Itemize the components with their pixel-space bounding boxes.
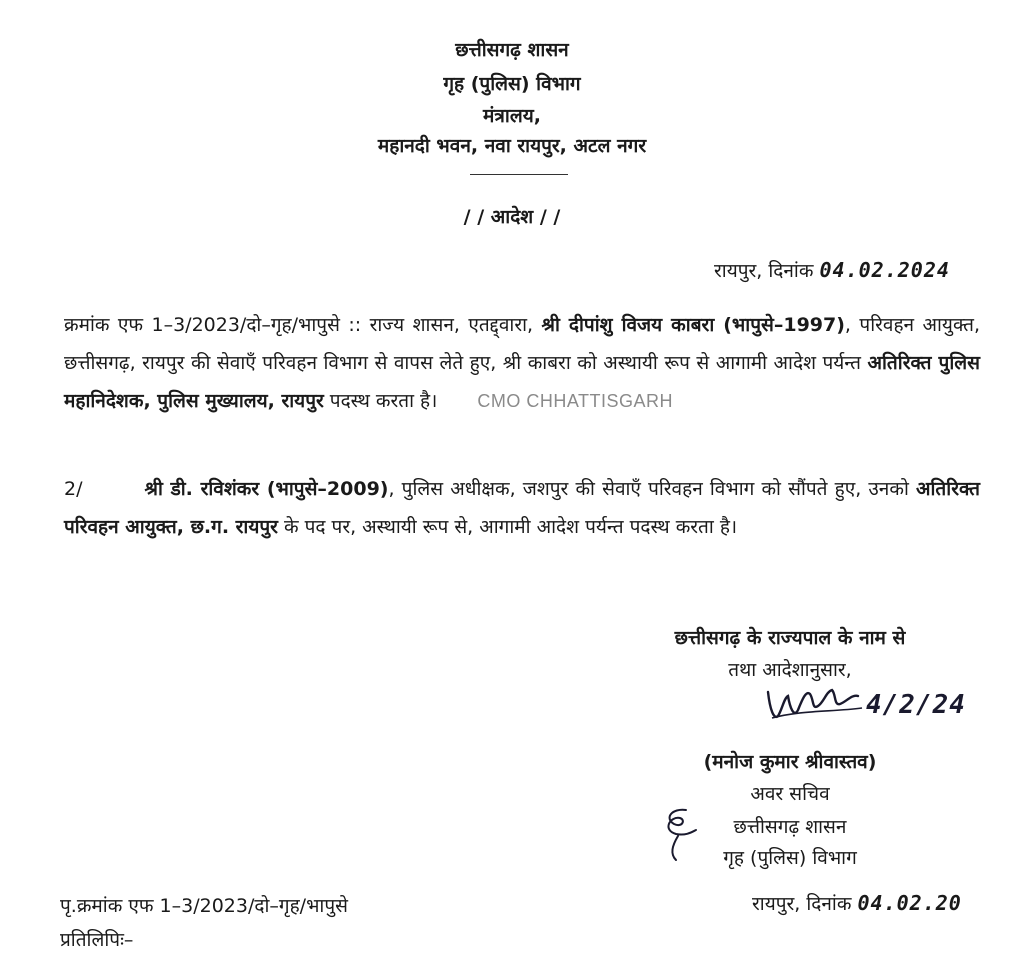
para2-number: 2/ <box>64 478 83 500</box>
handwritten-date: 4/2/24 <box>866 690 966 720</box>
dateline-label: रायपुर, दिनांक <box>714 260 814 282</box>
para2-new-post: अतिरिक्त परिवहन आयुक्त, छ.ग. रायपुर <box>64 478 980 538</box>
signatory-name: (मनोज कुमार श्रीवास्तव) <box>703 751 877 773</box>
header-divider <box>470 174 568 175</box>
signature-authority-line1: छत्तीसगढ़ के राज्यपाल के नाम से <box>674 627 906 649</box>
para2-text-1: , पुलिस अधीक्षक, जशपुर की सेवाएँ परिवहन विभाग को सौंपते हुए, उनको <box>388 478 916 500</box>
para1-text-1: क्रमांक एफ 1–3/2023/दो–गृह/भापुसे :: राज्य शासन, एतद्द्वारा, <box>64 314 542 336</box>
para2-text-2: के पद पर, अस्थायी रूप से, आगामी आदेश पर्यन्त पदस्थ करता है। <box>277 516 738 538</box>
footer-date: 04.02.20 <box>857 891 962 915</box>
signatory-org-1: छत्तीसगढ़ शासन <box>733 816 847 838</box>
order-title: / / आदेश / / <box>463 206 561 228</box>
dateline <box>714 257 950 283</box>
header-department: गृह (पुलिस) विभाग <box>443 73 581 95</box>
para1-text-3: पदस्थ करता है। <box>323 390 438 412</box>
paragraph-1 <box>64 306 980 420</box>
copy-to-label: प्रतिलिपिः– <box>60 929 134 951</box>
signatory-designation: अवर सचिव <box>750 783 830 805</box>
footer-reference: पृ.क्रमांक एफ 1–3/2023/दो–गृह/भापुसे <box>60 895 348 917</box>
watermark: CMO CHHATTISGARH <box>477 391 673 411</box>
dateline-date: 04.02.2024 <box>819 258 950 282</box>
footer-dateline <box>752 890 962 916</box>
header-ministry: मंत्रालय, <box>483 105 541 127</box>
header-state: छत्तीसगढ़ शासन <box>455 39 569 61</box>
signature-authority-line2: तथा आदेशानुसार, <box>728 659 852 681</box>
para1-officer-name: श्री दीपांशु विजय काबरा (भापुसे–1997) <box>541 314 845 336</box>
para1-new-post: अतिरिक्त पुलिस महानिदेशक, पुलिस मुख्यालय, रायपुर <box>64 352 980 412</box>
para1-text-2: , परिवहन आयुक्त, छत्तीसगढ़, रायपुर की सेवाएँ परिवहन विभाग से वापस लेते हुए, श्री काबरा को अस्थायी रूप से आगामी आदेश पर्यन्त <box>64 314 981 374</box>
handwritten-signature <box>762 680 872 730</box>
header-address: महानदी भवन, नवा रायपुर, अटल नगर <box>377 135 647 157</box>
footer-date-label: रायपुर, दिनांक <box>752 893 852 915</box>
signatory-org-2: गृह (पुलिस) विभाग <box>723 847 857 869</box>
paragraph-2 <box>64 470 980 546</box>
para2-officer-name: श्री डी. रविशंकर (भापुसे–2009) <box>144 478 389 500</box>
